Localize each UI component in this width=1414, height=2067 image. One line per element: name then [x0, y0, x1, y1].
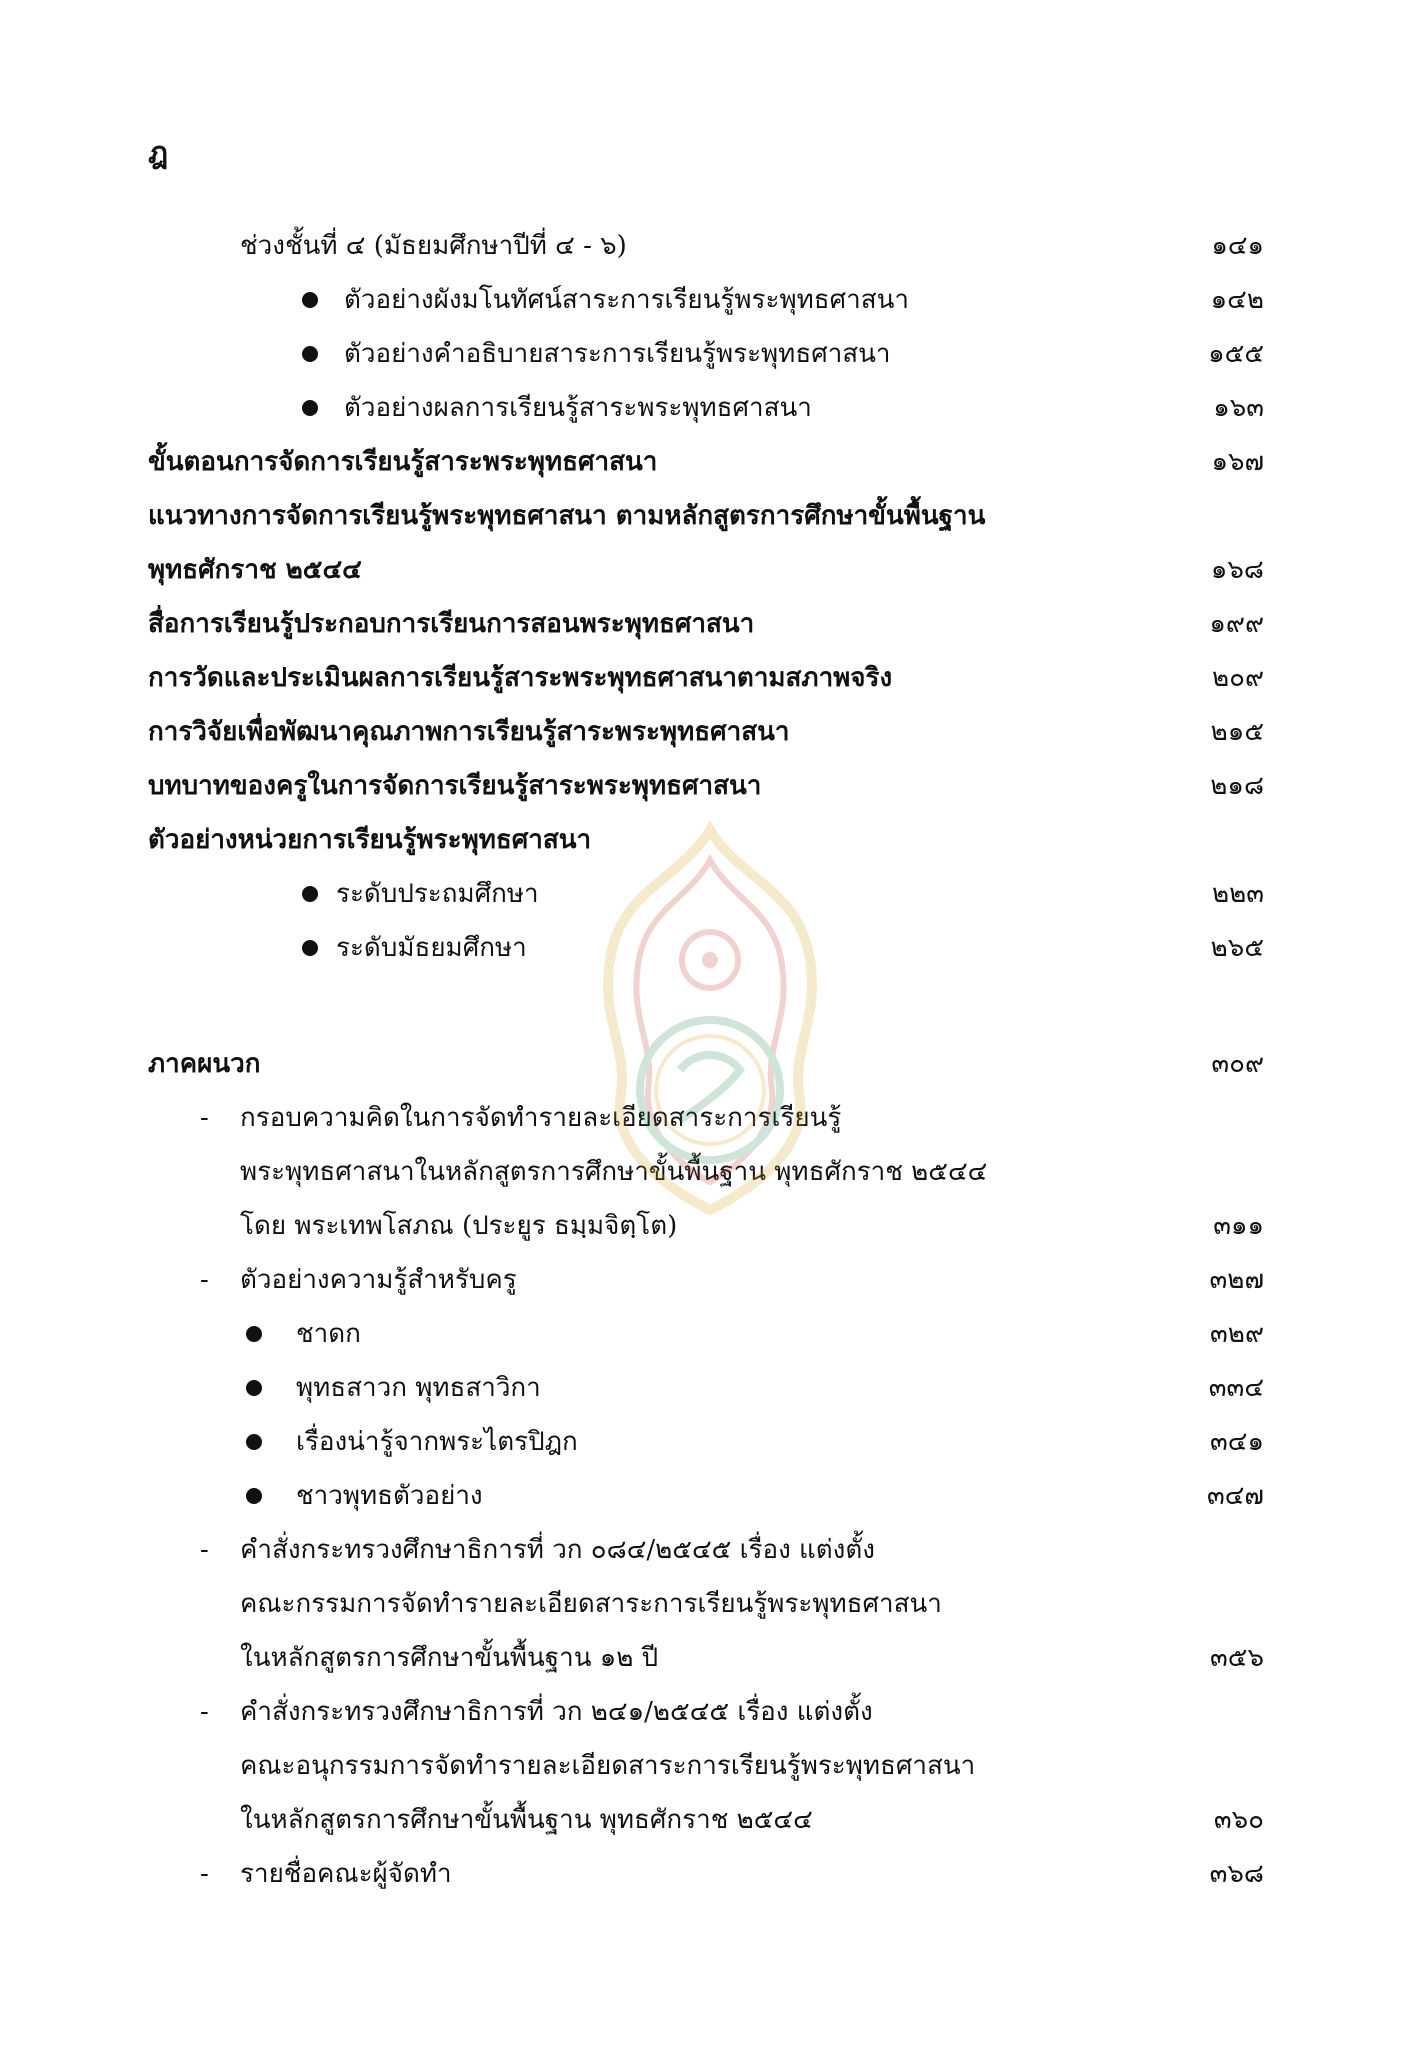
- toc-entry-title: ในหลักสูตรการศึกษาขั้นพื้นฐาน ๑๒ ปี: [240, 1643, 659, 1673]
- toc-entry-title: ชาดก: [296, 1319, 361, 1349]
- toc-entry-page: ๓๕๖: [1210, 1643, 1264, 1673]
- toc-entry-title: ตัวอย่างคำอธิบายสาระการเรียนรู้พระพุทธศาสนา: [344, 339, 891, 369]
- toc-entry: [0, 708, 1414, 756]
- toc-entry: [0, 330, 1414, 378]
- toc-entry-title: คณะกรรมการจัดทำรายละเอียดสาระการเรียนรู้พระพุทธศาสนา: [240, 1589, 942, 1619]
- toc-entry: [0, 276, 1414, 324]
- toc-entry: [0, 600, 1414, 648]
- toc-entry-title: ตัวอย่างความรู้สำหรับครู: [240, 1265, 517, 1295]
- toc-entry: [0, 1850, 1414, 1898]
- toc-entry-page: ๒๖๕: [1210, 933, 1264, 963]
- toc-entry-page: ๑๙๙: [1209, 609, 1264, 639]
- toc-entry-page: ๓๐๙: [1211, 1049, 1264, 1079]
- bullet-icon: [302, 400, 318, 416]
- toc-entry-page: ๑๕๕: [1208, 339, 1264, 369]
- toc-entry-page: ๓๑๑: [1213, 1211, 1264, 1241]
- dash-marker: -: [200, 1697, 209, 1727]
- toc-entry-title: คำสั่งกระทรวงศึกษาธิการที่ วก ๐๘๔/๒๕๔๕ เรื่อง แต่งตั้ง: [240, 1535, 875, 1565]
- toc-entry: [0, 1634, 1414, 1682]
- toc-entry-page: ๑๔๒: [1210, 285, 1264, 315]
- toc-entry: [0, 762, 1414, 810]
- toc-entry-title: ตัวอย่างผังมโนทัศน์สาระการเรียนรู้พระพุทธศาสนา: [344, 285, 909, 315]
- toc-entry: [0, 438, 1414, 486]
- toc-entry-title: ในหลักสูตรการศึกษาขั้นพื้นฐาน พุทธศักราช ๒๕๔๔: [240, 1805, 813, 1835]
- toc-entry: [0, 1580, 1414, 1628]
- toc-entry-title: พุทธสาวก พุทธสาวิกา: [296, 1373, 541, 1403]
- bullet-icon: [302, 886, 318, 902]
- toc-entry-page: ๓๒๗: [1209, 1265, 1264, 1295]
- toc-entry-page: ๓๓๔: [1208, 1373, 1264, 1403]
- dash-marker: -: [200, 1103, 209, 1133]
- toc-entry: [0, 1472, 1414, 1520]
- dash-marker: -: [200, 1859, 209, 1889]
- toc-entry-page: ๑๖๓: [1213, 393, 1264, 423]
- toc-entry: [0, 1796, 1414, 1844]
- toc-entry-title: การวัดและประเมินผลการเรียนรู้สาระพระพุทธศาสนาตามสภาพจริง: [148, 663, 893, 693]
- toc-entry-title: การวิจัยเพื่อพัฒนาคุณภาพการเรียนรู้สาระพระพุทธศาสนา: [148, 717, 790, 747]
- toc-entry-title: พุทธศักราช ๒๕๔๔: [148, 555, 362, 585]
- toc-entry: [0, 1364, 1414, 1412]
- toc-entry: [0, 1526, 1414, 1574]
- toc-entry-title: ชาวพุทธตัวอย่าง: [296, 1481, 483, 1511]
- bullet-icon: [246, 1380, 262, 1396]
- dash-marker: -: [200, 1535, 209, 1565]
- bullet-icon: [246, 1326, 262, 1342]
- toc-entry-title: กรอบความคิดในการจัดทำรายละเอียดสาระการเรียนรู้: [240, 1103, 842, 1133]
- toc-entry: [0, 1688, 1414, 1736]
- toc-entry-title: ตัวอย่างผลการเรียนรู้สาระพระพุทธศาสนา: [344, 393, 812, 423]
- toc-entry-title: คณะอนุกรรมการจัดทำรายละเอียดสาระการเรียนรู้พระพุทธศาสนา: [240, 1751, 976, 1781]
- bullet-icon: [302, 346, 318, 362]
- toc-entry-title: ระดับประถมศึกษา: [336, 879, 539, 909]
- toc-entry: [0, 222, 1414, 270]
- bullet-icon: [246, 1488, 262, 1504]
- toc-entry-title: ช่วงชั้นที่ ๔ (มัธยมศึกษาปีที่ ๔ - ๖): [240, 231, 627, 261]
- toc-entry-page: ๓๒๙: [1210, 1319, 1264, 1349]
- toc-entry-page: ๒๑๕: [1210, 717, 1264, 747]
- toc-entry-page: ๑๔๑: [1211, 231, 1264, 261]
- dash-marker: -: [200, 1265, 209, 1295]
- toc-entry-title: แนวทางการจัดการเรียนรู้พระพุทธศาสนา ตามหลักสูตรการศึกษาขั้นพื้นฐาน: [148, 501, 986, 531]
- toc-entry: [0, 1418, 1414, 1466]
- toc-entry-title: บทบาทของครูในการจัดการเรียนรู้สาระพระพุทธศาสนา: [148, 771, 762, 801]
- toc-entry-page: ๓๖๐: [1213, 1805, 1264, 1835]
- page-marker: ฎ: [148, 136, 169, 171]
- toc-entry-title: พระพุทธศาสนาในหลักสูตรการศึกษาขั้นพื้นฐาน พุทธศักราช ๒๕๔๔: [240, 1157, 988, 1187]
- toc-entry-page: ๓๔๑: [1210, 1427, 1264, 1457]
- toc-entry-title: ระดับมัธยมศึกษา: [336, 933, 527, 963]
- emblem-watermark-icon: [560, 820, 860, 1220]
- bullet-icon: [302, 940, 318, 956]
- toc-entry-page: ๒๐๙: [1211, 663, 1264, 693]
- toc-entry-title: คำสั่งกระทรวงศึกษาธิการที่ วก ๒๔๑/๒๕๔๕ เรื่อง แต่งตั้ง: [240, 1697, 873, 1727]
- toc-entry-page: ๒๒๓: [1211, 879, 1264, 909]
- toc-entry-page: ๓๔๗: [1206, 1481, 1264, 1511]
- toc-entry-title: เรื่องน่ารู้จากพระไตรปิฎก: [296, 1427, 578, 1457]
- toc-entry: [0, 654, 1414, 702]
- toc-entry: [0, 1742, 1414, 1790]
- toc-entry-title: ขั้นตอนการจัดการเรียนรู้สาระพระพุทธศาสนา: [148, 447, 658, 477]
- toc-entry-title: สื่อการเรียนรู้ประกอบการเรียนการสอนพระพุทธศาสนา: [148, 609, 755, 639]
- toc-entry-page: ๑๖๘: [1210, 555, 1264, 585]
- toc-entry: [0, 384, 1414, 432]
- toc-entry: [0, 546, 1414, 594]
- toc-entry-title: ตัวอย่างหน่วยการเรียนรู้พระพุทธศาสนา: [148, 825, 592, 855]
- toc-entry-page: ๑๖๗: [1211, 447, 1264, 477]
- toc-entry-page: ๓๖๘: [1209, 1859, 1264, 1889]
- toc-entry-title: รายชื่อคณะผู้จัดทำ: [240, 1859, 452, 1889]
- bullet-icon: [246, 1434, 262, 1450]
- toc-entry: [0, 1256, 1414, 1304]
- bullet-icon: [302, 292, 318, 308]
- toc-entry: [0, 492, 1414, 540]
- toc-entry: [0, 1310, 1414, 1358]
- toc-entry-title: โดย พระเทพโสภณ (ประยูร ธมฺมจิตฺโต): [240, 1211, 678, 1241]
- toc-entry-page: ๒๑๘: [1210, 771, 1264, 801]
- toc-entry-title: ภาคผนวก: [148, 1049, 261, 1079]
